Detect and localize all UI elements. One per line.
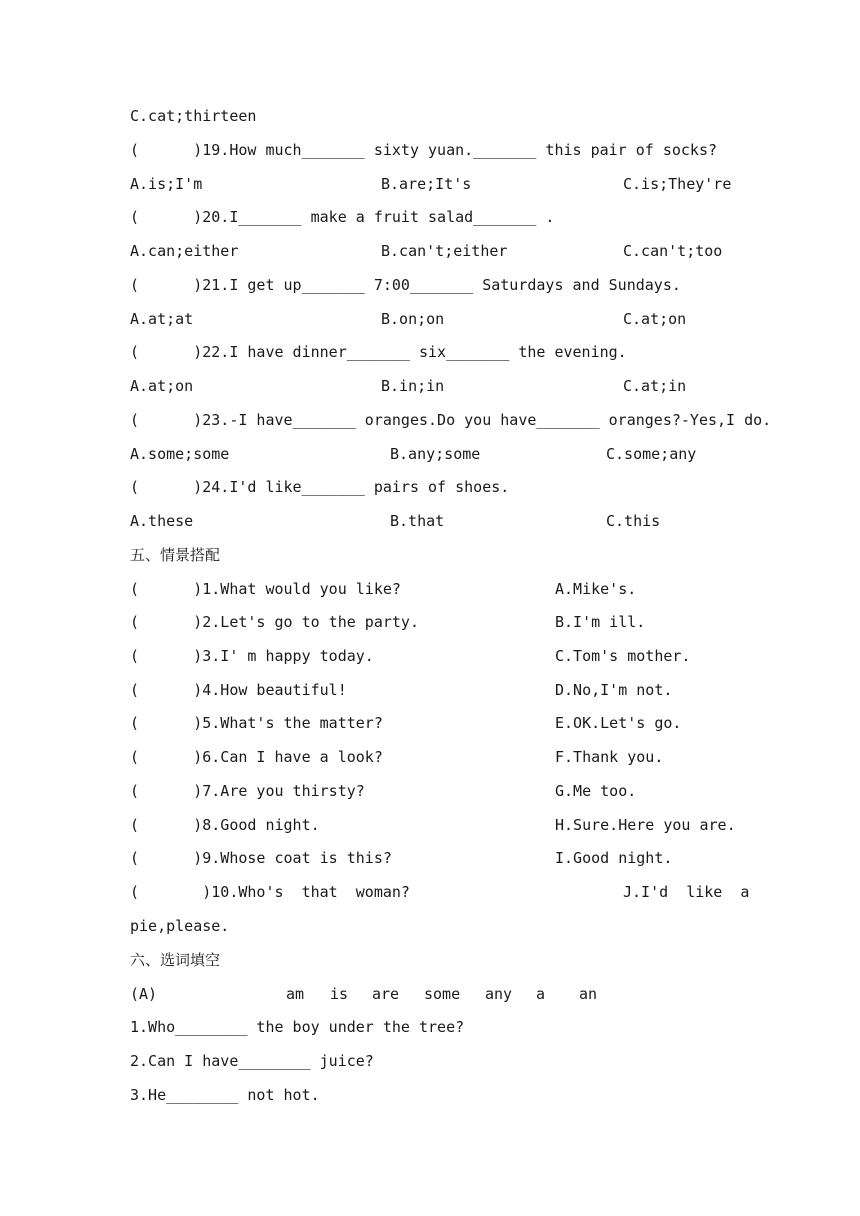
text-cell: B.in;in [381, 377, 445, 395]
text-line: 2.Can I have________ juice? [130, 1052, 374, 1070]
text-cell: C.Tom's mother. [555, 647, 691, 665]
text-line: ( )21.I get up_______ 7:00_______ Saturdays and Sundays. [130, 276, 681, 294]
text-cell: B.I'm ill. [555, 613, 646, 631]
text-cell: B.that [390, 512, 445, 530]
text-row [130, 579, 750, 599]
text-cell: any [485, 985, 513, 1003]
section-heading: 五、情景搭配 [130, 546, 221, 564]
text-cell: C.this [606, 512, 661, 530]
text-cell: H.Sure.Here you are. [555, 816, 736, 834]
text-row [130, 612, 750, 632]
text-cell: A.Mike's. [555, 580, 637, 598]
text-cell: D.No,I'm not. [555, 681, 673, 699]
text-cell: F.Thank you. [555, 748, 664, 766]
text-cell: E.OK.Let's go. [555, 714, 682, 732]
text-cell: B.are;It's [381, 175, 472, 193]
text-line: C.cat;thirteen [130, 107, 257, 125]
text-cell: ( )6.Can I have a look? [130, 748, 383, 766]
text-cell: ( )7.Are you thirsty? [130, 782, 365, 800]
text-cell: is [330, 985, 349, 1003]
text-row [130, 444, 750, 464]
text-cell: ( )3.I' m happy today. [130, 647, 374, 665]
text-cell: (A) [130, 985, 158, 1003]
text-row [130, 815, 750, 835]
text-line: 1.Who________ the boy under the tree? [130, 1018, 465, 1036]
section-heading: 六、选词填空 [130, 951, 221, 969]
text-line: pie,please. [130, 917, 230, 935]
text-cell: C.can't;too [623, 242, 723, 260]
text-cell: A.can;either [130, 242, 239, 260]
text-row [130, 376, 750, 396]
text-cell: C.is;They're [623, 175, 732, 193]
text-cell: J.I'd like a [623, 883, 750, 901]
text-row [130, 680, 750, 700]
text-row [130, 511, 750, 531]
text-cell: A.these [130, 512, 194, 530]
text-row [130, 646, 750, 666]
text-cell: B.any;some [390, 445, 481, 463]
text-cell: C.at;in [623, 377, 687, 395]
text-cell: some [424, 985, 461, 1003]
text-cell: ( )9.Whose coat is this? [130, 849, 392, 867]
text-line: ( )24.I'd like_______ pairs of shoes. [130, 478, 510, 496]
text-cell: C.some;any [606, 445, 697, 463]
text-cell: are [372, 985, 400, 1003]
text-row [130, 747, 750, 767]
text-cell: ( )8.Good night. [130, 816, 320, 834]
text-cell: ( )10.Who's that woman? [130, 883, 410, 901]
text-line: ( )22.I have dinner_______ six_______ the evening. [130, 343, 627, 361]
text-cell: ( )5.What's the matter? [130, 714, 383, 732]
text-row [130, 174, 750, 194]
text-line: 3.He________ not hot. [130, 1086, 320, 1104]
text-row [130, 848, 750, 868]
text-line: ( )19.How much_______ sixty yuan._______ this pair of socks? [130, 141, 717, 159]
text-cell: A.is;I'm [130, 175, 203, 193]
text-cell: C.at;on [623, 310, 687, 328]
text-row [130, 241, 750, 261]
text-cell: ( )4.How beautiful! [130, 681, 347, 699]
text-cell: B.on;on [381, 310, 445, 328]
text-cell: a [536, 985, 546, 1003]
text-cell: A.at;on [130, 377, 194, 395]
text-cell: A.some;some [130, 445, 230, 463]
text-line: ( )20.I_______ make a fruit salad_______ . [130, 208, 555, 226]
text-row [130, 309, 750, 329]
text-cell: B.can't;either [381, 242, 508, 260]
text-cell: an [579, 985, 598, 1003]
text-row [130, 713, 750, 733]
text-row [130, 882, 750, 902]
text-cell: A.at;at [130, 310, 194, 328]
text-cell: am [286, 985, 305, 1003]
text-cell: I.Good night. [555, 849, 673, 867]
text-line: ( )23.-I have_______ oranges.Do you have_______ oranges?-Yes,I do. [130, 411, 772, 429]
text-row [130, 781, 750, 801]
text-cell: ( )1.What would you like? [130, 580, 401, 598]
text-row [130, 984, 750, 1004]
text-cell: G.Me too. [555, 782, 637, 800]
text-cell: ( )2.Let's go to the party. [130, 613, 419, 631]
